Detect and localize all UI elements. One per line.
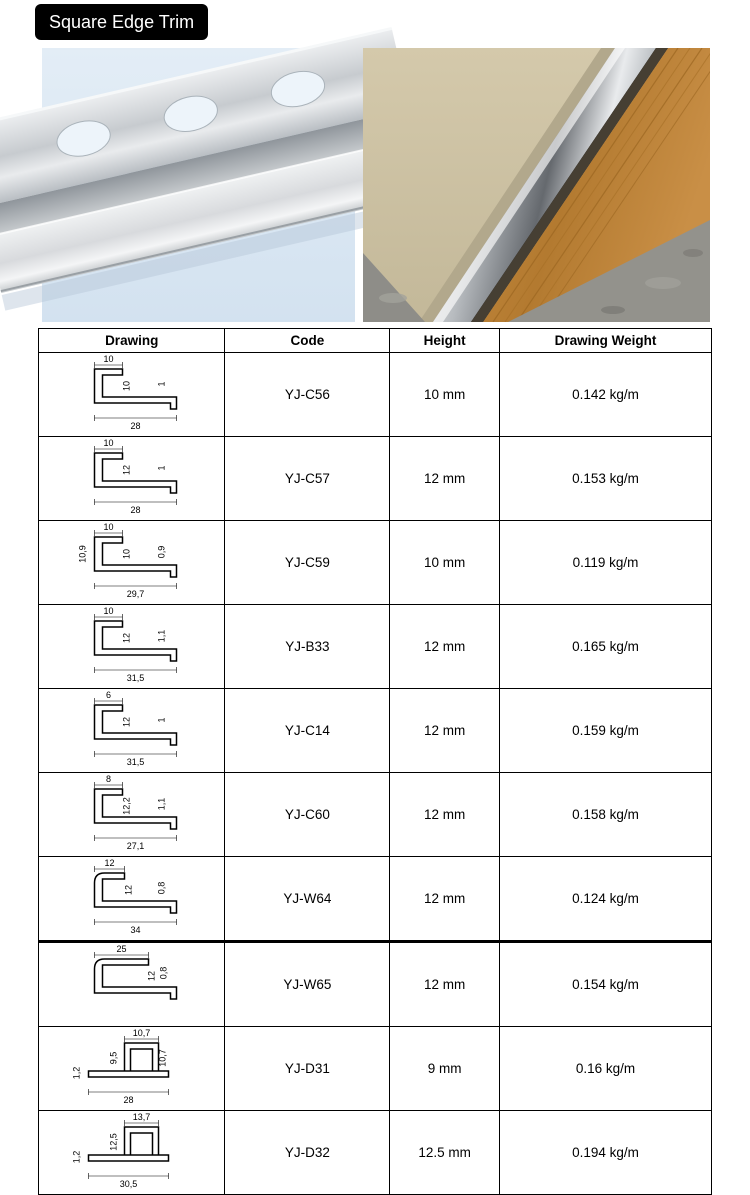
drawing-cell <box>39 689 225 773</box>
svg-text:25: 25 <box>116 944 127 954</box>
svg-text:10,7: 10,7 <box>132 1028 150 1038</box>
svg-text:0,8: 0,8 <box>156 881 167 895</box>
svg-text:10: 10 <box>121 380 132 392</box>
code-cell: YJ-W64 <box>225 857 390 942</box>
code-cell: YJ-C59 <box>225 521 390 605</box>
table-row <box>39 1027 712 1111</box>
height-cell: 12 mm <box>390 605 500 689</box>
drawing-cell <box>39 1111 225 1195</box>
table-row <box>39 857 712 942</box>
weight-cell: 0.159 kg/m <box>499 689 711 773</box>
profile-drawing <box>56 1027 208 1107</box>
profile-drawing <box>56 521 208 601</box>
table-row <box>39 689 712 773</box>
height-cell: 12.5 mm <box>390 1111 500 1195</box>
drawing-cell <box>39 521 225 605</box>
drawing-cell <box>39 353 225 437</box>
product-photo-profile <box>42 48 355 322</box>
page-title: Square Edge Trim <box>35 4 208 40</box>
column-header-drawing: Drawing <box>39 329 225 353</box>
table-row <box>39 773 712 857</box>
svg-text:31,5: 31,5 <box>126 673 144 683</box>
table-row <box>39 521 712 605</box>
table-row <box>39 942 712 1027</box>
svg-text:30,5: 30,5 <box>119 1179 137 1189</box>
profile-drawing <box>56 353 208 433</box>
svg-text:10,9: 10,9 <box>77 545 88 563</box>
drawing-cell <box>39 437 225 521</box>
svg-text:12,2: 12,2 <box>121 797 132 815</box>
profile-drawing <box>56 857 208 937</box>
svg-text:10: 10 <box>103 522 114 532</box>
code-cell: YJ-C14 <box>225 689 390 773</box>
height-cell: 12 mm <box>390 857 500 942</box>
column-header-drawing-weight: Drawing Weight <box>499 329 711 353</box>
profile-drawing <box>56 773 208 853</box>
product-photo-installed <box>363 48 710 322</box>
code-cell: YJ-W65 <box>225 942 390 1027</box>
drawing-cell <box>39 773 225 857</box>
svg-text:1,1: 1,1 <box>156 629 167 643</box>
profile-drawing <box>56 605 208 685</box>
installed-photo-illustration <box>363 48 710 322</box>
product-photos <box>42 48 710 322</box>
svg-text:8: 8 <box>105 774 111 784</box>
drawing-cell <box>39 857 225 942</box>
column-header-code: Code <box>225 329 390 353</box>
height-cell: 9 mm <box>390 1027 500 1111</box>
svg-text:10: 10 <box>121 548 132 560</box>
svg-text:27,1: 27,1 <box>126 841 144 851</box>
drawing-cell <box>39 605 225 689</box>
weight-cell: 0.142 kg/m <box>499 353 711 437</box>
svg-text:10,7: 10,7 <box>157 1049 168 1067</box>
table-header-row <box>39 329 712 353</box>
weight-cell: 0.165 kg/m <box>499 605 711 689</box>
column-header-height: Height <box>390 329 500 353</box>
code-cell: YJ-C57 <box>225 437 390 521</box>
svg-text:12,5: 12,5 <box>108 1133 119 1151</box>
profile-drawing <box>56 437 208 517</box>
code-cell: YJ-B33 <box>225 605 390 689</box>
weight-cell: 0.119 kg/m <box>499 521 711 605</box>
svg-text:12: 12 <box>121 632 132 644</box>
drawing-cell <box>39 1027 225 1111</box>
height-cell: 10 mm <box>390 521 500 605</box>
svg-text:28: 28 <box>123 1095 134 1105</box>
weight-cell: 0.124 kg/m <box>499 857 711 942</box>
code-cell: YJ-C60 <box>225 773 390 857</box>
svg-text:1: 1 <box>156 381 167 387</box>
svg-text:12: 12 <box>123 884 134 896</box>
code-cell: YJ-D32 <box>225 1111 390 1195</box>
table-row <box>39 437 712 521</box>
svg-text:12: 12 <box>146 970 157 982</box>
profile-drawing <box>56 1111 208 1191</box>
spec-table <box>38 328 712 1195</box>
svg-text:6: 6 <box>105 690 111 700</box>
svg-text:28: 28 <box>130 505 141 515</box>
height-cell: 12 mm <box>390 773 500 857</box>
weight-cell: 0.16 kg/m <box>499 1027 711 1111</box>
svg-text:10: 10 <box>103 438 114 448</box>
svg-text:28: 28 <box>130 421 141 431</box>
table-row <box>39 353 712 437</box>
profile-drawing <box>56 689 208 769</box>
profile-drawing <box>56 943 208 1023</box>
svg-text:34: 34 <box>130 925 141 935</box>
svg-text:31,5: 31,5 <box>126 757 144 767</box>
svg-text:29,7: 29,7 <box>126 589 144 599</box>
code-cell: YJ-D31 <box>225 1027 390 1111</box>
height-cell: 12 mm <box>390 437 500 521</box>
code-cell: YJ-C56 <box>225 353 390 437</box>
svg-text:1: 1 <box>156 465 167 471</box>
profile-photo-illustration <box>42 48 355 322</box>
svg-text:12: 12 <box>104 858 115 868</box>
svg-text:1,1: 1,1 <box>156 797 167 811</box>
svg-text:0,9: 0,9 <box>156 545 167 559</box>
weight-cell: 0.194 kg/m <box>499 1111 711 1195</box>
height-cell: 12 mm <box>390 689 500 773</box>
height-cell: 12 mm <box>390 942 500 1027</box>
svg-text:10: 10 <box>103 354 114 364</box>
weight-cell: 0.153 kg/m <box>499 437 711 521</box>
weight-cell: 0.158 kg/m <box>499 773 711 857</box>
svg-text:1,2: 1,2 <box>71 1066 82 1080</box>
height-cell: 10 mm <box>390 353 500 437</box>
svg-text:12: 12 <box>121 716 132 728</box>
table-row <box>39 605 712 689</box>
svg-text:10: 10 <box>103 606 114 616</box>
svg-text:1,2: 1,2 <box>71 1150 82 1164</box>
table-row <box>39 1111 712 1195</box>
svg-text:13,7: 13,7 <box>132 1112 150 1122</box>
svg-text:1: 1 <box>156 717 167 723</box>
svg-text:12: 12 <box>121 464 132 476</box>
svg-text:9,5: 9,5 <box>108 1051 119 1065</box>
weight-cell: 0.154 kg/m <box>499 942 711 1027</box>
svg-text:0,8: 0,8 <box>158 966 169 980</box>
drawing-cell <box>39 942 225 1027</box>
